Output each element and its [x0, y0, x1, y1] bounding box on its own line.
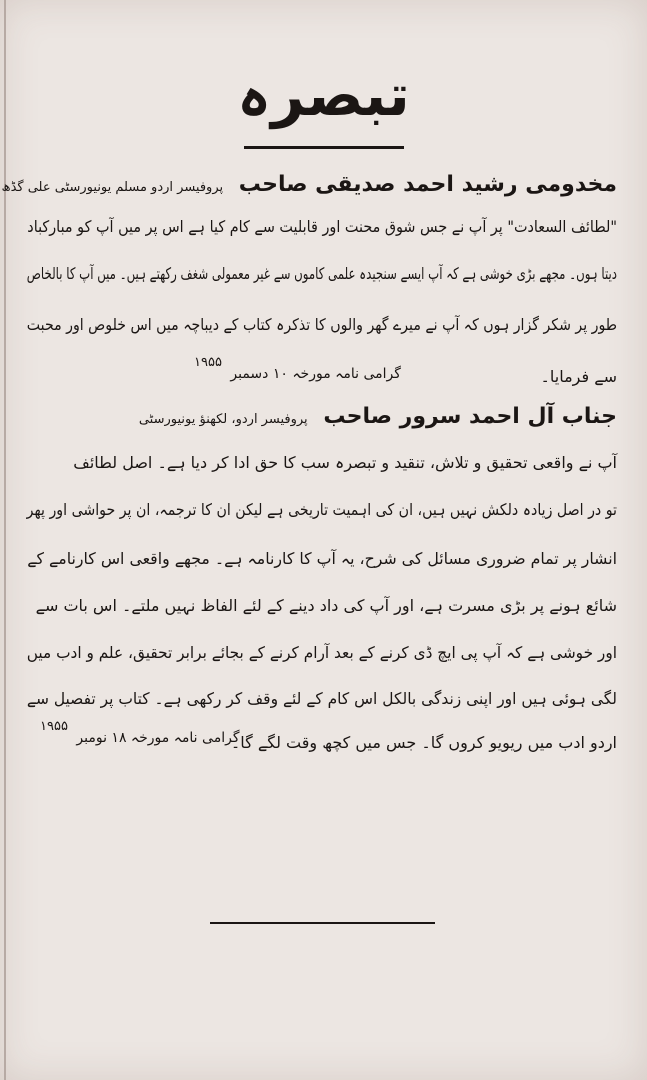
page-title: تبصرہ	[237, 61, 410, 129]
section2-line: اور خوشی ہے کہ آپ پی ایچ ڈی کرنے کے بعد آرام کرنے کے بجائے برابر تحقیق، علم و ادب میں	[26, 643, 618, 662]
section2-heading	[32, 400, 617, 437]
section2-line: آپ نے واقعی تحقیق و تلاش، تنقید و تبصرہ سب کا حق ادا کر دیا ہے۔ اصل لطائف	[73, 453, 617, 472]
section1-line: "لطائف السعادت" پر آپ نے جس شوق محنت اور قابلیت سے کام کیا ہے اس پر میں آپ کو مبارکباد	[27, 217, 617, 236]
section2-line: شائع ہونے پر بڑی مسرت ہے، اور آپ کی داد دینے کے لئے الفاظ نہیں ملتے۔ اس بات سے	[35, 596, 617, 615]
section1-affiliation: پروفیسر اردو مسلم یونیورسٹی علی گڈھ	[1, 180, 224, 195]
section1-year: ۱۹۵۵	[194, 355, 222, 370]
section2-year: ۱۹۵۵	[40, 719, 68, 734]
section1-name: مخدومی رشید احمد صدیقی صاحب	[238, 172, 617, 197]
section2-name: جناب آل احمد سرور صاحب	[323, 404, 617, 429]
section1-signoff-text: گرامی نامہ مورخہ ۱۰ دسمبر	[230, 366, 401, 382]
section2-line: اردو ادب میں ریویو کروں گا۔ جس میں کچھ وقت لگے گا۔	[230, 733, 617, 752]
section1-line: سے فرمایا۔	[540, 367, 617, 386]
section1-line: طور پر شکر گزار ہوں کہ آپ نے میرے گھر والوں کا تذکرہ کتاب کے دیباچہ میں اس خلوص اور محبت	[26, 315, 618, 334]
section2-signoff-text: گرامی نامہ مورخہ ۱۸ نومبر	[76, 730, 240, 746]
title-underline	[244, 146, 404, 149]
section2-line: تو در اصل زیادہ دلکش نہیں ہیں، ان کی اہمیت تاریخی ہے لیکن ان کا ترجمہ، ان پر حواشی اور پھر	[26, 500, 618, 519]
end-divider	[210, 922, 435, 924]
section2-line: انشار پر تمام ضروری مسائل کی شرح، یہ آپ کا کارنامہ ہے۔ مجھے واقعی اس کارنامے کے	[27, 549, 617, 568]
section1-signoff	[190, 355, 401, 382]
section1-heading	[1, 168, 617, 205]
section2-signoff	[36, 719, 240, 746]
section2-line: لگی ہوئی ہیں اور اپنی زندگی بالکل اس کام کے لئے وقف کر رکھی ہے۔ کتاب پر تفصیل سے	[26, 689, 617, 708]
section1-line: دیتا ہوں۔ مجھے بڑی خوشی ہے کہ آپ ایسے سنجیدہ علمی کاموں سے غیر معمولی شغف رکھتے ہیں۔ میں آپ کا بالخاص	[26, 264, 618, 283]
section2-affiliation: پروفیسر اردو، لکھنؤ یونیورسٹی	[138, 412, 308, 427]
